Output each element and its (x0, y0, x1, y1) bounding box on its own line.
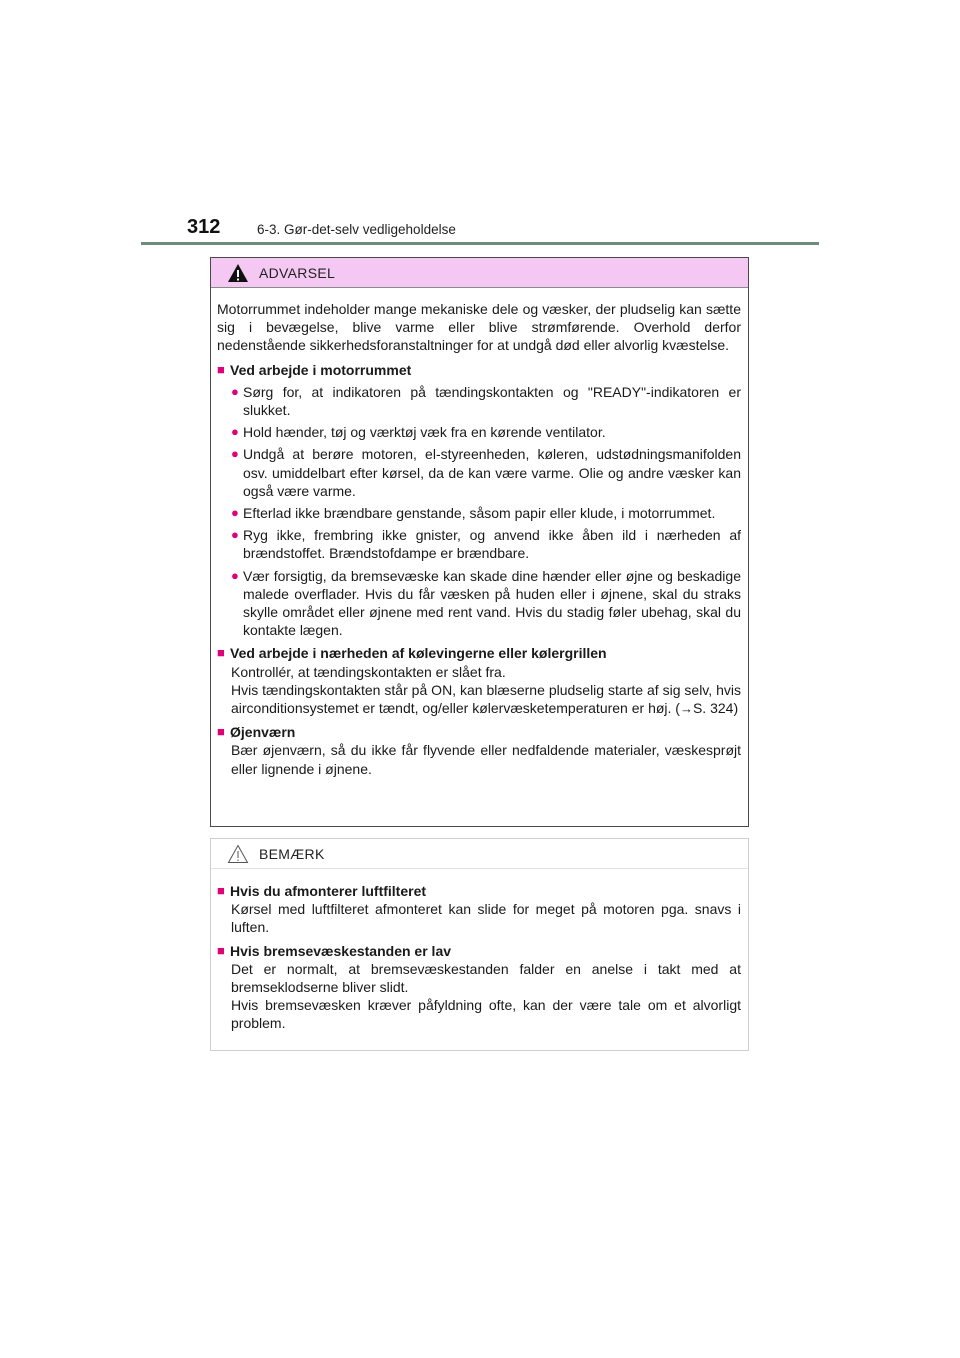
round-bullet-icon: ● (231, 527, 239, 543)
section-heading: Øjenværn (230, 724, 296, 741)
warning-intro: Motorrummet indeholder mange mekaniske dele og væsker, der pludselig kan sætte sig i bevægelse, blive varme eller blive strømførende. Overhold derfor nedenstående sikkerhedsforanstaltninger for at undgå død eller alvorlig kvæstelse. (217, 301, 741, 354)
round-bullet-icon: ● (231, 446, 239, 462)
warning-box (210, 257, 749, 827)
bullet-text: Ryg ikke, frembring ikke gnister, og anvend ikke åben ild i nærheden af brændstoffet. Brændstofdampe er brændbare. (243, 527, 741, 562)
square-bullet-icon: ■ (217, 883, 225, 898)
section-text: Bær øjenværn, så du ikke får flyvende eller nedfaldende materialer, væskesprøjt eller lignende i øjnene. (231, 742, 741, 777)
round-bullet-icon: ● (231, 567, 239, 583)
section-heading: Hvis du afmonterer luftfilteret (230, 883, 427, 899)
bullet-text: Vær forsigtig, da bremsevæske kan skade dine hænder eller øjne og beskadige malede overflader. Hvis du får væsken på huden eller i øjnene, skal du straks skylle området eller øjnene med rent vand. Hvis du stadig føler ubehag, skal du kontakte lægen. (243, 567, 741, 639)
square-bullet-icon: ■ (217, 724, 225, 740)
bullet-text: Efterlad ikke brændbare genstande, såsom papir eller klude, i motorrummet. (243, 505, 716, 522)
section-text: Kontrollér, at tændingskontakten er slået fra. (231, 663, 506, 680)
warning-section-eye-protection (217, 723, 741, 778)
section-text: Hvis bremsevæsken kræver påfyldning ofte, kan der være tale om et alvorligt problem. (231, 997, 741, 1032)
section-text: Det er normalt, at bremsevæskestanden falder en anelse i takt med at bremseklodserne bliver slidt. (231, 960, 741, 996)
round-bullet-icon: ● (231, 505, 239, 521)
section-heading: Ved arbejde i motorrummet (230, 361, 412, 378)
warning-triangle-filled-icon (227, 263, 249, 283)
section-text: Hvis tændingskontakten står på ON, kan blæserne pludselig starte af sig selv, hvis airconditionsystemet er tændt, og/eller kølervæsketemperaturen er høj. (→S. 324) (231, 681, 741, 717)
notice-section-air-filter (217, 882, 741, 937)
notice-header (211, 839, 748, 869)
header-divider (141, 242, 819, 245)
square-bullet-icon: ■ (217, 942, 225, 958)
warning-triangle-outline-icon (227, 844, 249, 864)
warning-header (211, 258, 748, 288)
bullet-text: Hold hænder, tøj og værktøj væk fra en kørende ventilator. (243, 424, 606, 441)
notice-label: BEMÆRK (259, 845, 325, 862)
section-heading: Ved arbejde i nærheden af kølevingerne eller kølergrillen (230, 645, 607, 662)
square-bullet-icon: ■ (217, 645, 225, 661)
warning-body (211, 288, 748, 778)
warning-section-cooling-fan (217, 644, 741, 718)
warning-label: ADVARSEL (259, 264, 336, 281)
bullet-text: Undgå at berøre motoren, el-styreenheden, køleren, udstødningsmanifolden osv. umiddelbart efter kørsel, da de kan være varme. Olie og andre væsker kan også være varme. (243, 446, 741, 499)
arrow-right-icon: → (679, 701, 693, 717)
section-heading: Hvis bremsevæskestanden er lav (230, 942, 452, 959)
warning-section-engine-bay (217, 361, 741, 640)
round-bullet-icon: ● (231, 424, 239, 440)
section-text: Kørsel med luftfilteret afmonteret kan slide for meget på motoren pga. snavs i luften. (231, 901, 741, 936)
page-number: 312 (187, 216, 221, 238)
round-bullet-icon: ● (231, 383, 239, 399)
notice-section-brake-fluid (217, 942, 741, 1033)
notice-box (210, 838, 749, 1051)
square-bullet-icon: ■ (217, 361, 225, 377)
page-reference-link[interactable]: S. 324) (692, 700, 739, 717)
bullet-text: Sørg for, at indikatoren på tændingskontakten og "READY"-indikatoren er slukket. (243, 383, 741, 419)
notice-body (211, 869, 748, 1033)
section-title: 6-3. Gør-det-selv vedligeholdelse (257, 222, 456, 237)
